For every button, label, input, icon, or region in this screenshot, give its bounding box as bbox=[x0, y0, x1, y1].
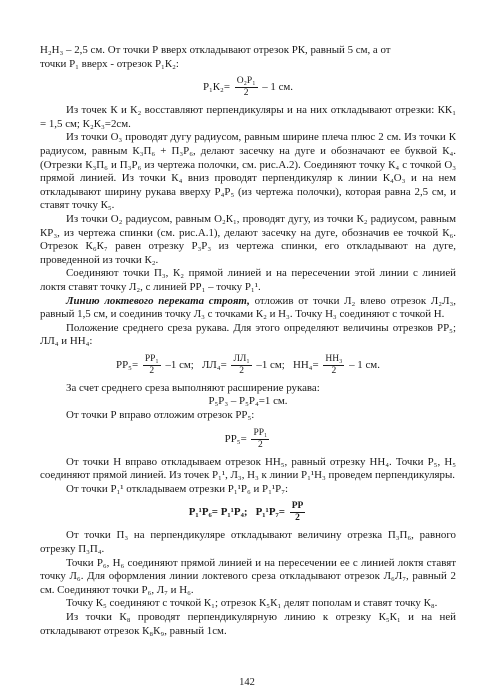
fraction-denominator: 2 bbox=[149, 365, 155, 376]
fraction bbox=[290, 501, 306, 524]
formula-lhs: НН₄= bbox=[292, 358, 319, 371]
text-line: точки Р₁ вверх - отрезок Р₁К₂: bbox=[40, 57, 179, 70]
paragraph: От точки Р₁¹ откладываем отрезки Р₁¹Р₆ и Р₁¹Р₇: bbox=[66, 482, 289, 495]
paragraph: Положение среднего среза рукава. Для этого определяют величины отрезков РР₅; ЛЛ₄ и НН₄: bbox=[40, 321, 456, 348]
paragraph: Из точек К и К₂ восставляют перпендикуляры и на них откладывают отрезки: КК₁ = 1,5 см; К₂К₃=2см. bbox=[40, 104, 456, 130]
fraction-denominator: 2 bbox=[239, 365, 244, 376]
formula-p1k2 bbox=[40, 76, 456, 99]
formula-rhs: –1 см; bbox=[256, 358, 285, 371]
fraction-numerator: НН₃ bbox=[325, 353, 343, 364]
fraction bbox=[231, 354, 251, 377]
formula-lhs: Р₁¹Р₇= bbox=[255, 506, 285, 519]
paragraph-text: отложив от точки Л₂ влево отрезок Л₂Л₃, равный 1,5 см, и соединив точку Л₃ с точками К₂ и Н₃. Точку Н₃ соединяют с точкой Н. bbox=[40, 294, 456, 321]
formula-lhs: РР₅= bbox=[224, 432, 247, 445]
fraction-denominator: 2 bbox=[258, 439, 263, 450]
formula-pp5 bbox=[40, 428, 456, 451]
paragraph: Точку К₅ соединяют с точкой К₁; отрезок К₅К₁ делят пополам и ставят точку К₈. bbox=[66, 597, 438, 610]
fraction-denominator: 2 bbox=[243, 88, 249, 99]
paragraph: Точки Р₆, Н₆ соединяют прямой линией и на пересечении ее с линией локтя ставят точку Л₆. Для оформления линии локтевого среза откладывают отрезок Л₆Л₇, равный 2 см. Соединяют точки Р₆, Л₇ и Н₆. bbox=[40, 556, 456, 596]
paragraph: Из точки О₂ радиусом, равным О₂К₁, проводят дугу, из точки К₂ радиусом, равным КР₃, из чертежа спинки (см. рис.А.1), делают засечку на дуге, обозначив ее точкой К₆. Отрезок К₆К₇ равен отрезку Р₃Р₃ из чертежа спинки, его откладывают на дуге, проведенной из точки К₂. bbox=[40, 212, 456, 266]
page-number: 142 bbox=[239, 677, 255, 688]
paragraph: Из точки О₃ проводят дугу радиусом, равным ширине плеча плюс 2 см. Из точки К радиусом, равным К₃П₆ + П₃Р₆, делают засечку на дуге и обозначают ее буквой К₄. (Отрезки К₃П₆ и П₃Р₆ из чертежа полочки, см. рис.А.2). Соединяют точку К₄ с точкой О₃ прямой линией. Из точки К₄ вниз проводят перпендикуляр к линии К₄О₃ и на нем откладывают ширину рукава вверху Р₄Р₅ (из чертежа полочки), которая равна 2,5 см, и ставят точку К₅. bbox=[40, 131, 456, 212]
text-line: Н₂Н₃ – 2,5 см. От точки Р вверх откладывают отрезок РК, равный 5 см, а от bbox=[40, 44, 391, 56]
fraction-numerator: РР₁ bbox=[253, 427, 268, 438]
fraction-numerator: ЛЛ₁ bbox=[233, 353, 250, 364]
paragraph: Соединяют точки П₃, К₂ прямой линией и на пересечении этой линии с линией локтя ставят точку Л₂, с линией РР₁ – точку Р₁¹. bbox=[40, 267, 456, 293]
formula-line: Р₅Р₃ – Р₅Р₄=1 см. bbox=[208, 395, 288, 408]
paragraph: От точки Н вправо откладываем отрезок НН₅, равный отрезку НН₄. Точки Р₅, Н₅ соединяют прямой линией. Из точек Р₁¹, Л₃, Н₃ к линии Р₁¹Н₃ проведем перпендикуляры. bbox=[40, 455, 456, 482]
paragraph: От точки Р вправо отложим отрезок РР₅: bbox=[66, 409, 255, 422]
fraction-numerator: РР bbox=[291, 501, 304, 512]
formula-rhs: – 1 см. bbox=[262, 81, 294, 94]
fraction-numerator: О₂Р₁ bbox=[236, 76, 256, 87]
fraction-denominator: 2 bbox=[295, 513, 300, 524]
formula-rhs: –1 см; bbox=[165, 358, 194, 371]
emphasis-heading: Линию локтевого переката строят, bbox=[66, 294, 250, 307]
paragraph bbox=[40, 295, 456, 322]
fraction bbox=[323, 354, 344, 377]
formula-segments bbox=[40, 354, 456, 377]
fraction bbox=[235, 76, 258, 99]
fraction-denominator: 2 bbox=[331, 365, 337, 376]
fraction-numerator: РР₁ bbox=[144, 353, 159, 364]
formula-lhs: РР₅= bbox=[116, 358, 139, 371]
formula-part: Р₁¹Р₆= Р₁¹Р₄; bbox=[188, 506, 248, 519]
paragraph: За счет среднего среза выполняют расширение рукава: bbox=[66, 381, 320, 394]
fraction bbox=[143, 354, 161, 377]
paragraph: От точки П₃ на перпендикуляре откладывают величину отрезка П₃П₆, равного отрезку П₃П₄. bbox=[40, 529, 456, 556]
paragraph: Из точки К₈ проводят перпендикулярную линию к отрезку К₅К₁ и на ней откладывают отрезок К₈К₉, равный 1см. bbox=[40, 611, 456, 637]
fraction bbox=[251, 428, 269, 451]
formula-lhs: ЛЛ₄= bbox=[202, 358, 227, 371]
formula-rhs: – 1 см. bbox=[349, 358, 380, 371]
formula-lhs: Р₁К₂= bbox=[202, 81, 230, 94]
formula-p1p6 bbox=[40, 501, 456, 524]
